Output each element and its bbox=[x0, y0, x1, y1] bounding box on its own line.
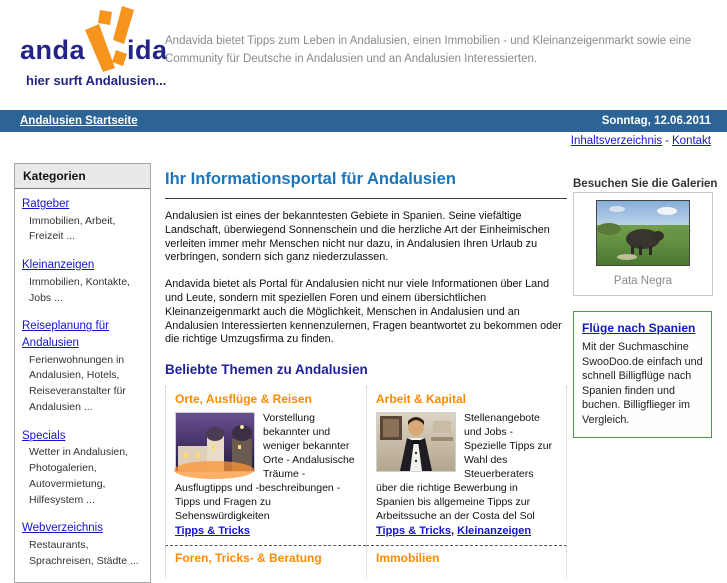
topic-text: Stellenangebote und Jobs - Spezielle Tipps zur Wahl des Steuerberaters über die richtige Bewerbung in Spanien bis allgemeine Tipps zur Arbeitssuche an der Costa del Sol bbox=[376, 412, 553, 523]
topic-title: Foren, Tricks- & Beratung bbox=[175, 551, 322, 566]
topic-links bbox=[376, 525, 557, 537]
links-separator: , bbox=[451, 525, 458, 538]
night-village-photo[interactable] bbox=[175, 412, 255, 472]
list-item bbox=[22, 196, 143, 245]
page-title: Ihr Informationsportal für Andalusien bbox=[165, 170, 456, 188]
tipps-tricks-link[interactable]: Tipps & Tricks bbox=[376, 525, 451, 538]
list-item bbox=[22, 318, 143, 415]
topics-heading: Beliebte Themen zu Andalusien bbox=[165, 362, 368, 378]
gallery-teaser-box bbox=[573, 192, 713, 296]
sidebar-item-sub: Immobilien, Arbeit, Freizeit ... bbox=[29, 214, 116, 243]
logo-slogan: hier surft Andalusien... bbox=[26, 73, 167, 88]
toc-link[interactable]: Inhaltsverzeichnis bbox=[570, 135, 663, 147]
subnav bbox=[571, 135, 711, 147]
flights-link[interactable]: Flüge nach Spanien bbox=[582, 321, 696, 335]
pata-negra-photo[interactable] bbox=[596, 200, 690, 266]
list-item bbox=[22, 520, 143, 569]
list-item bbox=[22, 257, 143, 306]
tipps-tricks-link[interactable]: Tipps & Tricks bbox=[175, 525, 250, 538]
topic-links bbox=[175, 525, 357, 537]
logo-wordmark bbox=[20, 4, 170, 72]
categories-title: Kategorien bbox=[15, 164, 150, 189]
galleries-heading: Besuchen Sie die Galerien bbox=[573, 178, 718, 190]
logo-text-anda: anda bbox=[20, 35, 86, 65]
flights-text: Mit der Suchmaschine SwooDoo.de einfach und schnell Billigflüge nach Spanien finden und buchen. Billigflieger im Vergleich. bbox=[582, 341, 703, 426]
topic-title: Arbeit & Kapital bbox=[376, 392, 467, 407]
intro-paragraph-1: Andalusien ist eines der bekanntesten Gebiete in Spanien. Seine viefältige Landschaft, überwiegend Sonnenschein und die herzliche Art der Einheimischen verleiten immer mehr Menschen nicht nur dazu, in Andalusien Ihren Urlaub zu verbringen, sondern sich ganz niederzulassen. bbox=[165, 210, 550, 264]
sidebar-item-webverzeichnis[interactable]: Webverzeichnis bbox=[22, 522, 103, 535]
categories-sidebar bbox=[14, 163, 151, 583]
flights-promo-box bbox=[573, 311, 712, 438]
sidebar-item-sub: Ferienwohnungen in Andalusien, Hotels, Reiseveranstalter für Andalusien ... bbox=[29, 353, 126, 413]
contact-link[interactable]: Kontakt bbox=[672, 135, 711, 147]
sidebar-item-reiseplanung[interactable]: Reiseplanung für Andalusien bbox=[22, 320, 109, 350]
logo-v-icon bbox=[82, 4, 130, 72]
waiter-photo[interactable] bbox=[376, 412, 456, 472]
topic-title: Orte, Ausflüge & Reisen bbox=[175, 392, 312, 407]
sidebar-item-sub: Wetter in Andalusien, Photogalerien, Autovermietung, Hilfesystem ... bbox=[29, 446, 129, 506]
popular-topics-grid bbox=[165, 386, 567, 578]
list-item bbox=[22, 428, 143, 509]
kleinanzeigen-link[interactable]: Kleinanzeigen bbox=[457, 525, 532, 538]
categories-list bbox=[15, 189, 150, 582]
intro-paragraph-2: Andavida bietet als Portal für Andalusien nicht nur viele Informationen über Land und Leute, sondern mit speziellen Foren und einem übersichtlichen Kleinanzeigenmarkt auch die Möglichkeit, Menschen in Andalusien und an Andalusien Interessierten kennenzulernen, Fragen beantwortet zu bekommen oder die richtige Umzugsfirma zu finden. bbox=[165, 278, 562, 346]
site-logo[interactable] bbox=[20, 4, 170, 88]
main-content bbox=[165, 170, 567, 578]
sidebar-item-specials[interactable]: Specials bbox=[22, 429, 66, 442]
gallery-caption: Pata Negra bbox=[613, 275, 673, 287]
topic-cell-foren bbox=[165, 546, 366, 578]
home-link[interactable]: Andalusien Startseite bbox=[20, 115, 138, 127]
topic-title: Immobilien bbox=[376, 551, 440, 566]
topic-cell-arbeit bbox=[366, 386, 567, 546]
sidebar-item-sub: Immobilien, Kontakte, Jobs ... bbox=[29, 275, 130, 304]
sidebar-item-ratgeber[interactable]: Ratgeber bbox=[22, 198, 70, 210]
topic-text: Vorstellung bekannter und weniger bekannter Orte - Andalusische Träume - Ausflugtipps und -beschreibungen - Tipps und Fragen zu Sehenswürdigkeiten bbox=[175, 412, 355, 523]
site-description: Andavida bietet Tipps zum Leben in Andalusien, einen Immobilien - und Kleinanzeigenmarkt sowie eine Community für Deutsche in Andalusien und an Andalusien Interessierten. bbox=[165, 35, 692, 65]
top-navbar bbox=[0, 110, 727, 132]
sidebar-item-kleinanzeigen[interactable]: Kleinanzeigen bbox=[22, 259, 95, 272]
subnav-separator: - bbox=[665, 135, 669, 147]
topic-cell-immobilien bbox=[366, 546, 567, 578]
date-label: Sonntag, 12.06.2011 bbox=[601, 115, 711, 127]
title-divider bbox=[165, 198, 567, 199]
logo-text-ida: ida bbox=[127, 35, 168, 65]
topic-cell-orte bbox=[165, 386, 366, 546]
sidebar-item-sub: Restaurants, Sprachreisen, Städte ... bbox=[29, 539, 139, 567]
